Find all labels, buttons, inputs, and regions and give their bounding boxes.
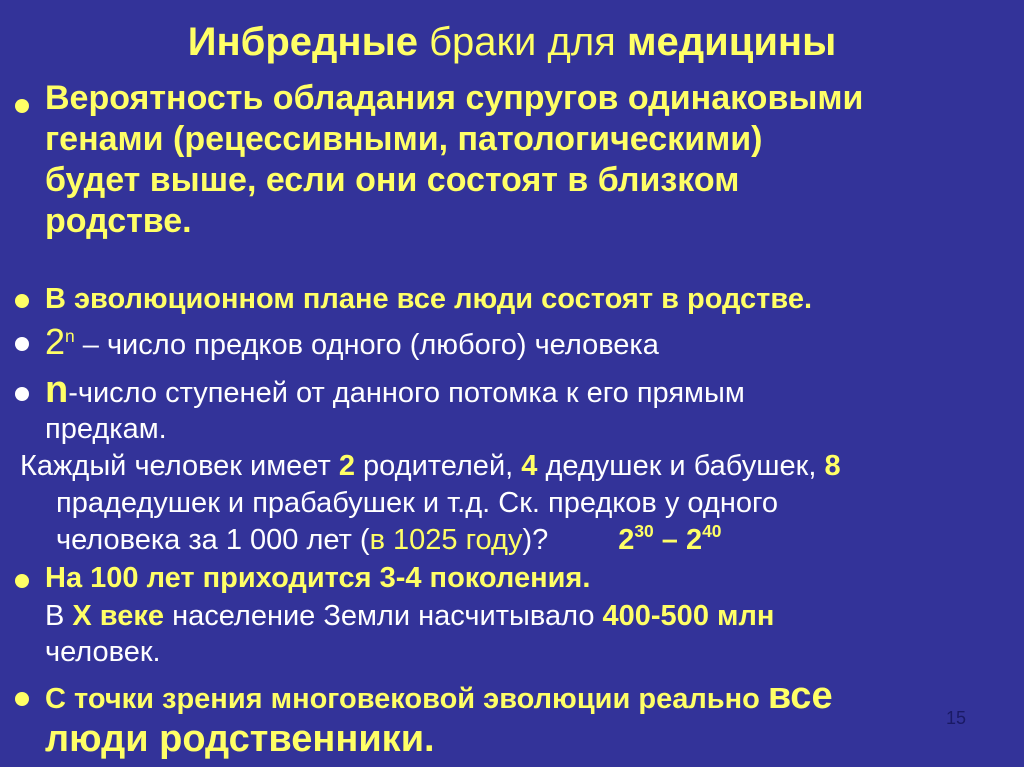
formula-text: – число предков одного (любого) человека — [74, 329, 659, 361]
paragraph-ancestors-count — [20, 448, 841, 559]
century-highlight: X веке — [72, 600, 165, 632]
steps-line-2: предкам. — [45, 413, 167, 445]
formula-base: 2 — [45, 321, 66, 362]
paragraph-line: люди родственники. — [45, 718, 435, 760]
formula-base: 2 — [618, 524, 635, 556]
formula-exponent: 30 — [634, 520, 654, 541]
paragraph-generations: На 100 лет приходится 3-4 поколения. — [45, 562, 591, 594]
variable-n: n — [45, 369, 69, 411]
bullet-icon — [15, 337, 29, 351]
slide-title — [0, 20, 1024, 64]
title-bold-1: Инбредные — [187, 20, 418, 64]
steps-line-1: -число ступеней от данного потомка к его прямым — [68, 377, 745, 409]
paragraph-evolution: В эволюционном плане все люди состоят в родстве. — [45, 283, 813, 315]
formula-range — [618, 520, 722, 556]
page-number: 15 — [945, 708, 966, 728]
formula-dash: – — [653, 524, 686, 556]
text: дедушек и бабушек, — [537, 450, 825, 482]
paragraph-ancestors — [45, 322, 659, 365]
paragraph-line: генами (рецессивными, патологическими) — [45, 120, 763, 158]
formula-exponent: 40 — [702, 520, 722, 541]
formula-exponent: n — [65, 325, 75, 346]
bullet-icon — [15, 692, 29, 706]
title-bold-2: медицины — [626, 20, 837, 64]
text: человека за 1 000 лет ( — [56, 524, 370, 556]
text: население Земли насчитывало — [164, 600, 603, 632]
text: Каждый человек имеет — [20, 450, 339, 482]
paragraph-population — [45, 598, 774, 670]
paragraph-line: человек. — [45, 636, 161, 668]
paragraph-conclusion — [45, 676, 833, 759]
population-highlight: 400-500 млн — [602, 600, 775, 632]
bullet-icon — [15, 294, 29, 308]
number-highlight: 4 — [521, 450, 538, 482]
emphasis-all: все — [767, 675, 833, 717]
formula-base: 2 — [685, 524, 703, 556]
paragraph-steps — [45, 369, 745, 447]
number-highlight: 8 — [824, 450, 841, 482]
text: родителей, — [354, 450, 522, 482]
title-middle: браки для — [418, 20, 627, 64]
text: С точки зрения многовековой эволюции реально — [45, 683, 768, 715]
paragraph-line: будет выше, если они состоят в близком — [45, 161, 740, 199]
text: В — [45, 600, 73, 632]
text: )? — [522, 524, 549, 556]
paragraph-line: Вероятность обладания супругов одинаковыми — [45, 79, 864, 117]
paragraph-probability — [45, 78, 863, 242]
number-highlight: 2 — [338, 450, 355, 482]
year-highlight: в 1025 году — [369, 524, 523, 556]
bullet-icon — [15, 574, 29, 588]
bullet-icon — [15, 99, 29, 113]
paragraph-line: родстве. — [45, 202, 192, 240]
paragraph-line: прадедушек и прабабушек и т.д. Ск. предков у одного — [56, 487, 779, 519]
bullet-icon — [15, 387, 29, 401]
